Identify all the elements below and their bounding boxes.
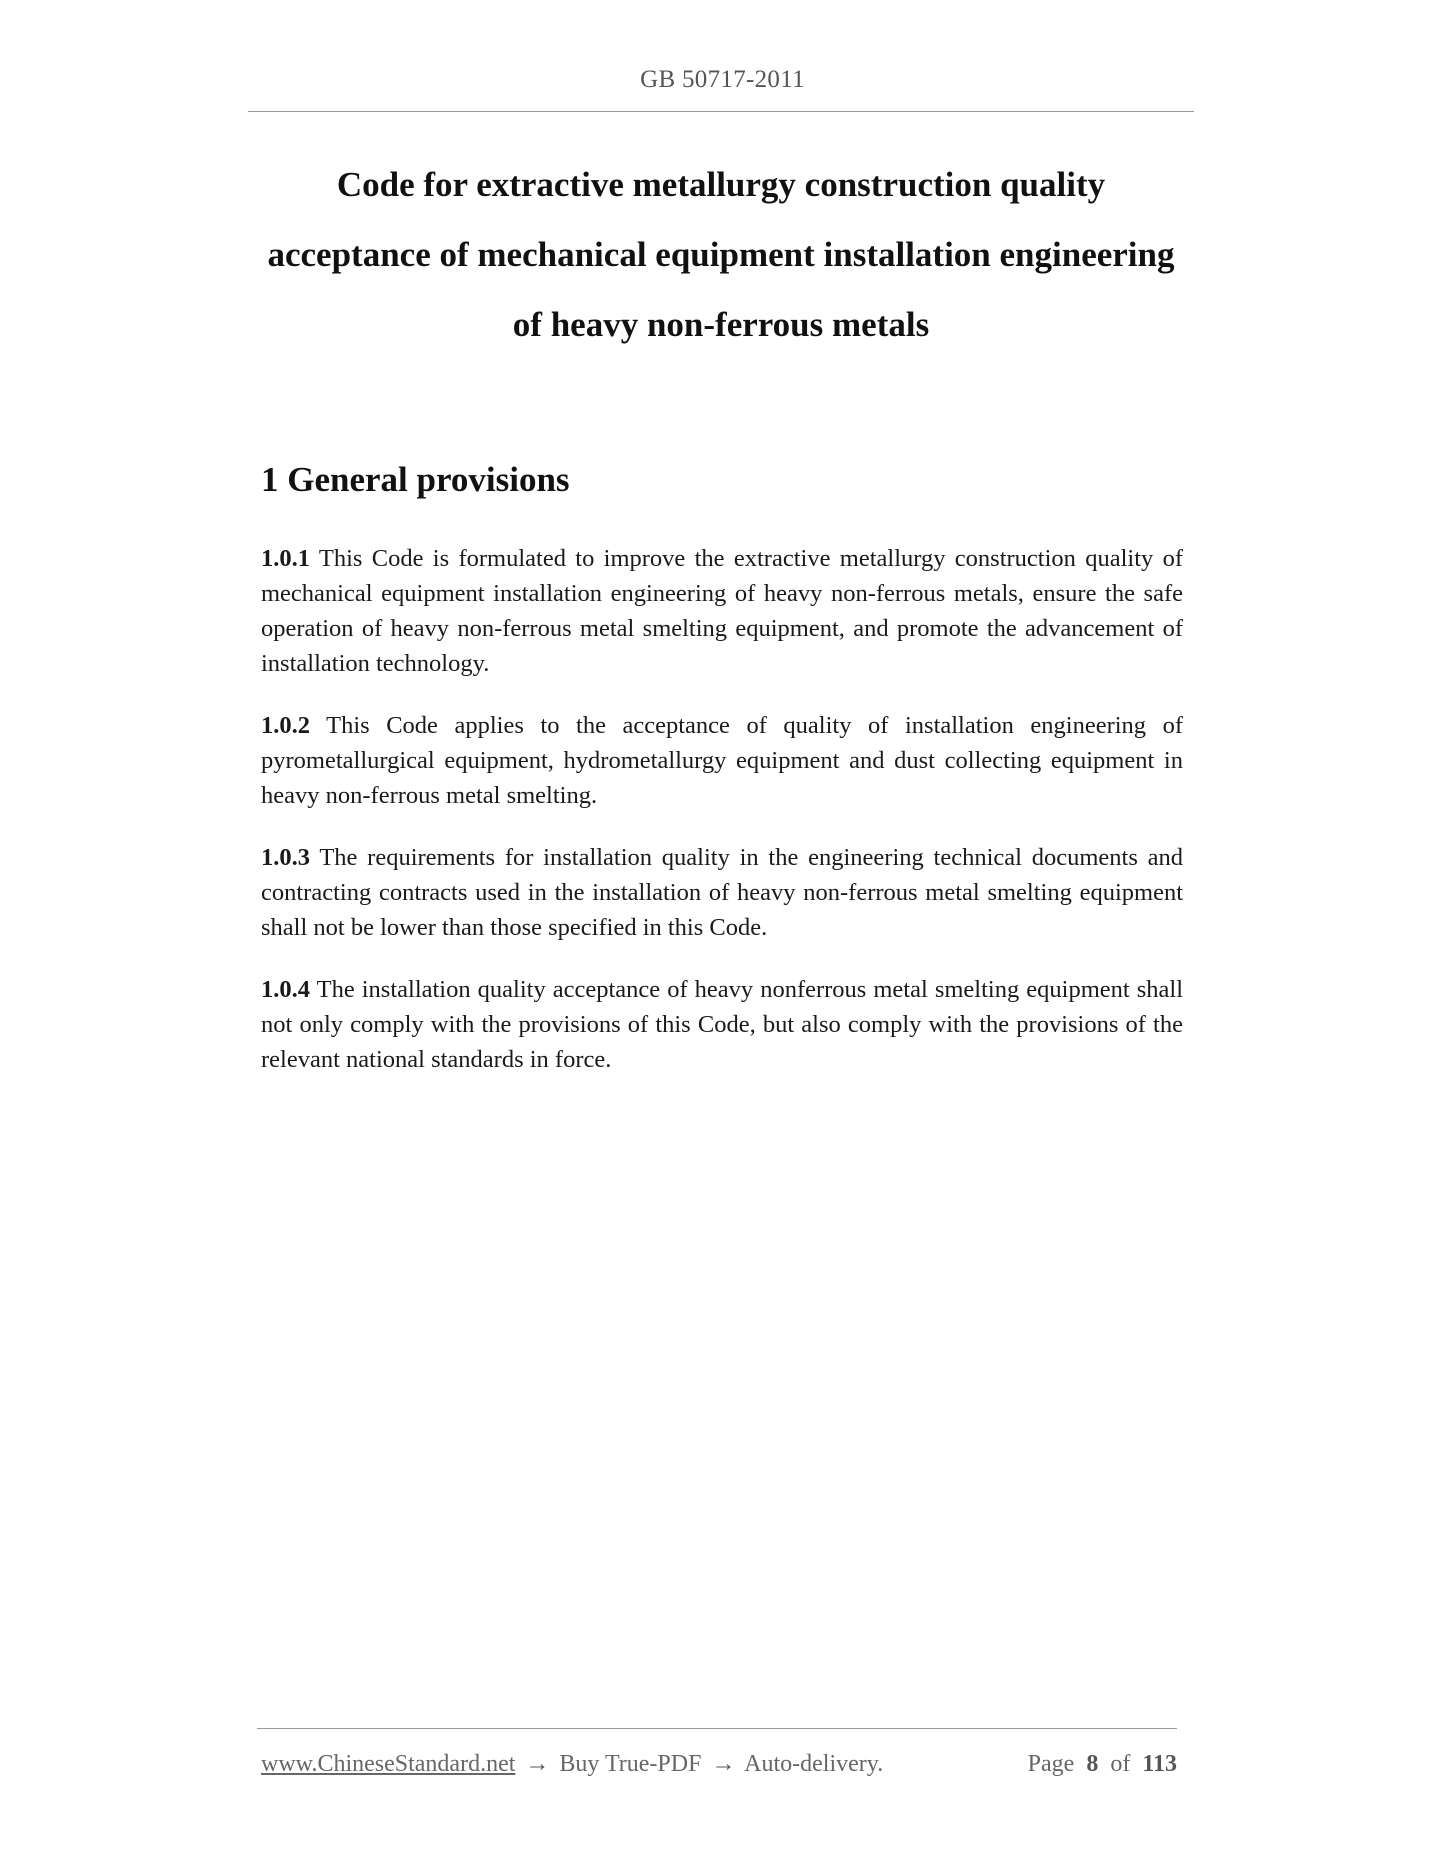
header-divider (248, 111, 1194, 112)
page-counter (1028, 1748, 1177, 1780)
clause-list (261, 541, 1183, 1104)
title-line-3: of heavy non-ferrous metals (512, 305, 930, 344)
arrow-right-icon: → (525, 1751, 550, 1777)
total-pages-number: 113 (1142, 1751, 1177, 1777)
of-label: of (1110, 1751, 1131, 1777)
arrow-right-icon: → (711, 1751, 736, 1777)
footer-divider (257, 1728, 1177, 1729)
website-link[interactable]: www.ChineseStandard.net (261, 1751, 516, 1777)
clause-text: The installation quality acceptance of heavy nonferrous metal smelting equipment shall not only comply with the provisions of this Code, but also comply with the provisions of the relevant national standards in force. (261, 976, 1183, 1073)
clause-text: This Code is formulated to improve the extractive metallurgy construction quality of mechanical equipment installation engineering of heavy non-ferrous metals, ensure the safe operation of heavy non-ferrous metal smelting equipment, and promote the advancement of installation technology. (261, 545, 1183, 677)
footer-promo (261, 1748, 883, 1780)
standard-code-header: GB 50717-2011 (640, 66, 805, 93)
auto-delivery-text: Auto-delivery. (744, 1751, 884, 1777)
title-line-2: acceptance of mechanical equipment installation engineering (267, 235, 1175, 274)
buy-pdf-text: Buy True-PDF (559, 1751, 702, 1777)
title-line-1: Code for extractive metallurgy construction quality (336, 165, 1106, 204)
clause-text: This Code applies to the acceptance of quality of installation engineering of pyrometallurgical equipment, hydrometallurgy equipment and dust collecting equipment in heavy non-ferrous metal smelting. (261, 712, 1183, 809)
clause-1-0-3 (261, 840, 1183, 945)
clause-1-0-4 (261, 972, 1183, 1077)
current-page-number: 8 (1086, 1751, 1099, 1777)
document-title (248, 150, 1194, 360)
page-label: Page (1027, 1751, 1075, 1777)
clause-number: 1.0.3 (261, 844, 310, 871)
clause-number: 1.0.4 (261, 976, 310, 1003)
clause-1-0-1 (261, 541, 1183, 681)
clause-1-0-2 (261, 708, 1183, 813)
clause-number: 1.0.2 (261, 712, 310, 739)
clause-text: The requirements for installation quality in the engineering technical documents and contracting contracts used in the installation of heavy non-ferrous metal smelting equipment shall not be lower than those specified in this Code. (261, 844, 1183, 941)
clause-number: 1.0.1 (261, 545, 310, 572)
section-heading: 1 General provisions (261, 460, 570, 499)
